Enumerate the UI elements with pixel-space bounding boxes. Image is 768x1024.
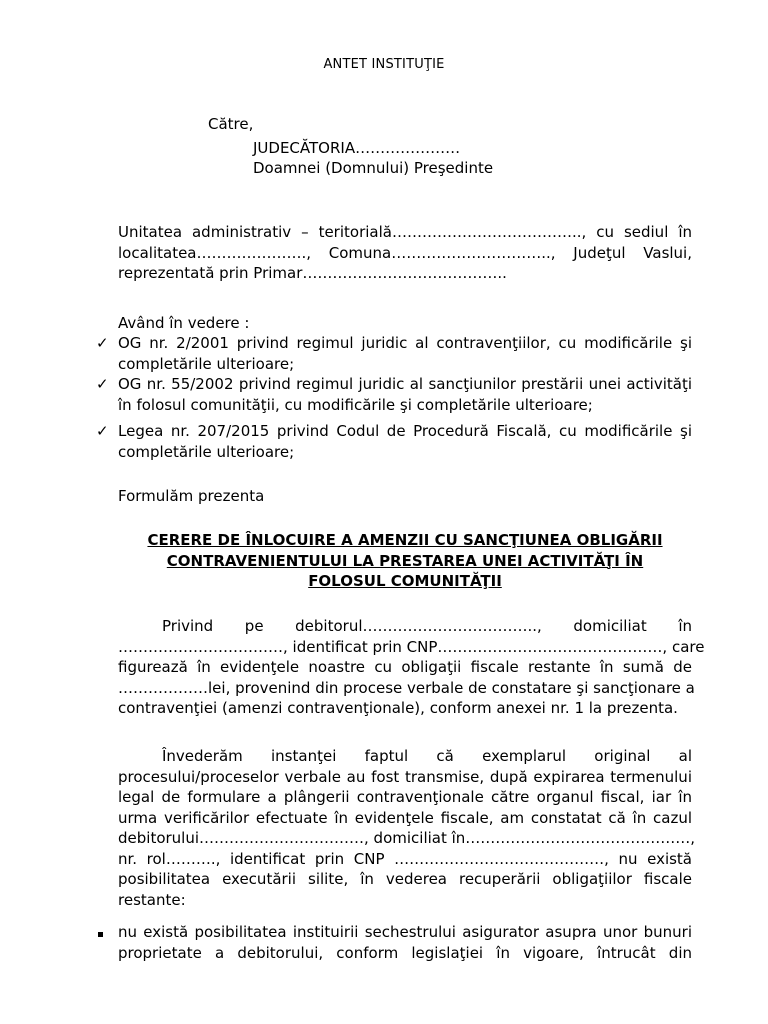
unit-line: Unitatea administrativ – teritorială……………………………….., cu sediul în [118, 223, 692, 241]
list-item-line: nu există posibilitatea instituirii sechestrului asigurator asupra unor bunuri [118, 923, 692, 941]
unit-line: reprezentată prin Primar………………………………….. [118, 264, 507, 282]
title-line: CERERE DE ÎNLOCUIRE A AMENZII CU SANCŢIUNEA OBLIGĂRII [147, 531, 663, 549]
considering-intro-text: Având în vedere : [118, 314, 250, 332]
paragraph-line: contravenţiei (amenzi contravenţionale), conform anexei nr. 1 la prezenta. [118, 699, 678, 717]
list-item-line: completările ulterioare; [118, 442, 295, 461]
formulate-line [118, 486, 692, 507]
list-item-line: completările ulterioare; [118, 354, 295, 373]
paragraph-line: procesului/proceselor verbale au fost transmise, după expirarea termenului [118, 767, 692, 786]
unit-line: localitatea…………………., Comuna………………………….., Judeţul Vaslui, [118, 243, 692, 262]
formulate-text: Formulăm prezenta [118, 487, 265, 505]
square-bullet-icon [96, 922, 114, 943]
debtor-paragraph [118, 616, 705, 719]
check-icon: ✓ [96, 375, 109, 393]
paragraph-line: restante: [118, 890, 186, 909]
paragraph-line: Învederăm instanţei faptul că exemplarul original al [162, 747, 692, 765]
paragraph-line: debitorului……………………………, domiciliat în………………………………………, [118, 829, 696, 847]
paragraph-line: legal de formulare a plângerii contravenţionale către organul fiscal, iar în [118, 788, 692, 806]
address-to: Către, [208, 115, 254, 133]
title-line: FOLOSUL COMUNITĂŢII [308, 572, 502, 590]
paragraph-line: Privind pe debitorul…………………………….., domiciliat în [162, 617, 692, 635]
unit-paragraph [118, 222, 692, 284]
list-item-line: OG nr. 2/2001 privind regimul juridic al contravenţiilor, cu modificările şi [118, 334, 692, 352]
considering-intro [118, 313, 692, 334]
paragraph-line: ………………lei, provenind din procese verbale de constatare şi sancţionare a [118, 678, 695, 697]
paragraph-line: figurează în evidenţele noastre cu obligaţii fiscale restante în sumă de [118, 658, 692, 676]
list-item-line: proprietate a debitorului, conform legislaţiei în vigoare, întrucât din [118, 943, 692, 962]
court-notice-paragraph [118, 746, 696, 910]
institution-header: ANTET INSTITUŢIE [323, 57, 445, 72]
paragraph-line: urma verificărilor efectuate în evidenţele fiscale, am constatat că în cazul [118, 808, 692, 827]
paragraph-line: nr. rol………., identificat prin CNP ……………………………………, nu există [118, 849, 692, 868]
list-item-line: OG nr. 55/2002 privind regimul juridic al sancţiunilor prestării unei activităţi [118, 375, 692, 393]
document-title [118, 530, 692, 592]
paragraph-line: ……………………………, identificat prin CNP………………………………………, care [118, 637, 705, 656]
list-item-line: în folosul comunităţii, cu modificările şi completările ulterioare; [118, 395, 593, 414]
check-icon: ✓ [96, 334, 109, 352]
title-line: CONTRAVENIENTULUI LA PRESTAREA UNEI ACTIVITĂŢI ÎN [166, 551, 644, 570]
address-recipient: Doamnei (Domnului) Preşedinte [253, 159, 494, 177]
paragraph-line: posibilitatea executării silite, în vederea recuperării obligaţiilor fiscale [118, 870, 692, 888]
check-icon: ✓ [96, 422, 109, 440]
address-court: JUDECĂTORIA………………… [253, 139, 461, 157]
list-item-line: Legea nr. 207/2015 privind Codul de Procedură Fiscală, cu modificările şi [118, 422, 692, 440]
